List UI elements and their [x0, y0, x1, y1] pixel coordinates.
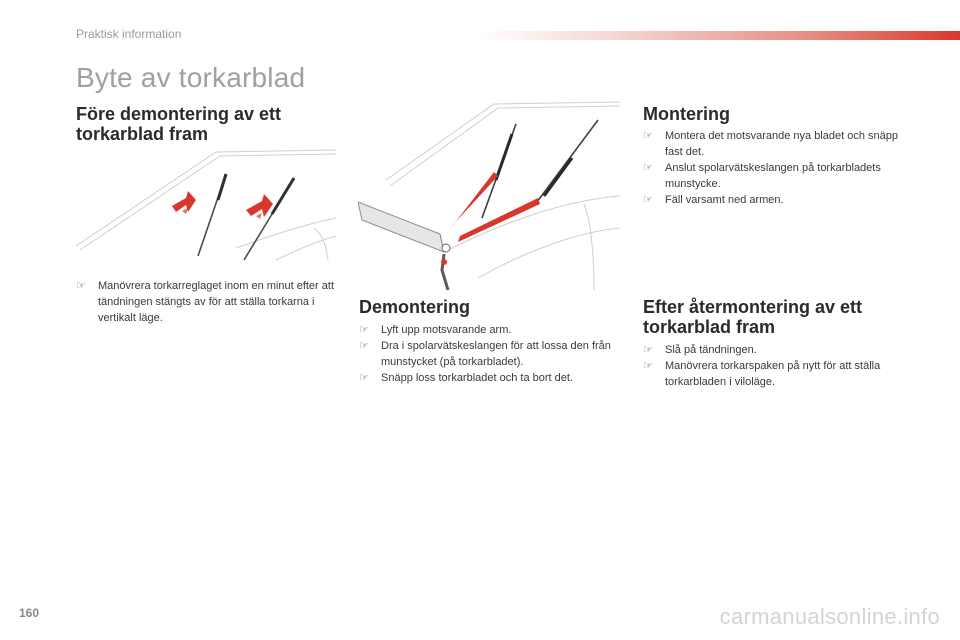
pointing-hand-icon: ☞	[643, 360, 653, 372]
watermark: carmanualsonline.info	[719, 604, 940, 629]
header-accent-bar	[478, 31, 960, 40]
before-bullet-list	[76, 278, 341, 326]
pointing-hand-icon: ☞	[359, 372, 369, 384]
pointing-hand-icon: ☞	[643, 130, 653, 142]
list-item: ☞ Slå på tändningen.	[643, 344, 757, 356]
pointing-hand-icon: ☞	[359, 340, 369, 352]
list-item: ☞ Manövrera torkarspaken på nytt för att ställa torkarbladen i viloläge.	[643, 360, 881, 388]
before-heading-line1: Före demontering av ett	[76, 104, 282, 124]
before-heading	[76, 104, 281, 144]
list-item: ☞ Snäpp loss torkarbladet och ta bort det.	[359, 372, 574, 384]
pointing-hand-icon: ☞	[643, 162, 653, 174]
list-item: ☞ Anslut spolarvätskeslangen på torkarbladets munstycke.	[643, 162, 881, 190]
pointing-hand-icon: ☞	[359, 324, 369, 336]
after-heading-line1: Efter återmontering av ett	[643, 297, 863, 317]
wiper-removal-illustration	[358, 100, 620, 290]
after-heading	[643, 297, 862, 337]
removal-heading: Demontering	[359, 297, 471, 317]
pointing-hand-icon: ☞	[643, 344, 653, 356]
page-number: 160	[19, 606, 40, 620]
section-label: Praktisk information	[76, 27, 182, 41]
after-bullet-list	[643, 342, 903, 390]
list-item: ☞ Fäll varsamt ned armen.	[643, 194, 784, 206]
removal-bullet-list	[359, 322, 624, 386]
page-title: Byte av torkarblad	[76, 62, 306, 93]
list-item: ☞ Lyft upp motsvarande arm.	[359, 324, 512, 336]
mounting-bullet-list	[643, 128, 903, 208]
wiper-vertical-illustration	[76, 148, 336, 263]
list-item: ☞ Manövrera torkarreglaget inom en minut efter att tändningen stängts av för att ställa torkarna i vertikalt läge.	[76, 280, 335, 324]
pointing-hand-icon: ☞	[76, 280, 86, 292]
list-item: ☞ Montera det motsvarande nya bladet och snäpp fast det.	[643, 130, 898, 158]
list-item: ☞ Dra i spolarvätskeslangen för att lossa den från munstycket (på torkarbladet).	[359, 340, 611, 368]
before-heading-line2: torkarblad fram	[76, 124, 209, 144]
after-heading-line2: torkarblad fram	[643, 317, 776, 337]
mounting-heading: Montering	[643, 104, 730, 124]
pointing-hand-icon: ☞	[643, 194, 653, 206]
